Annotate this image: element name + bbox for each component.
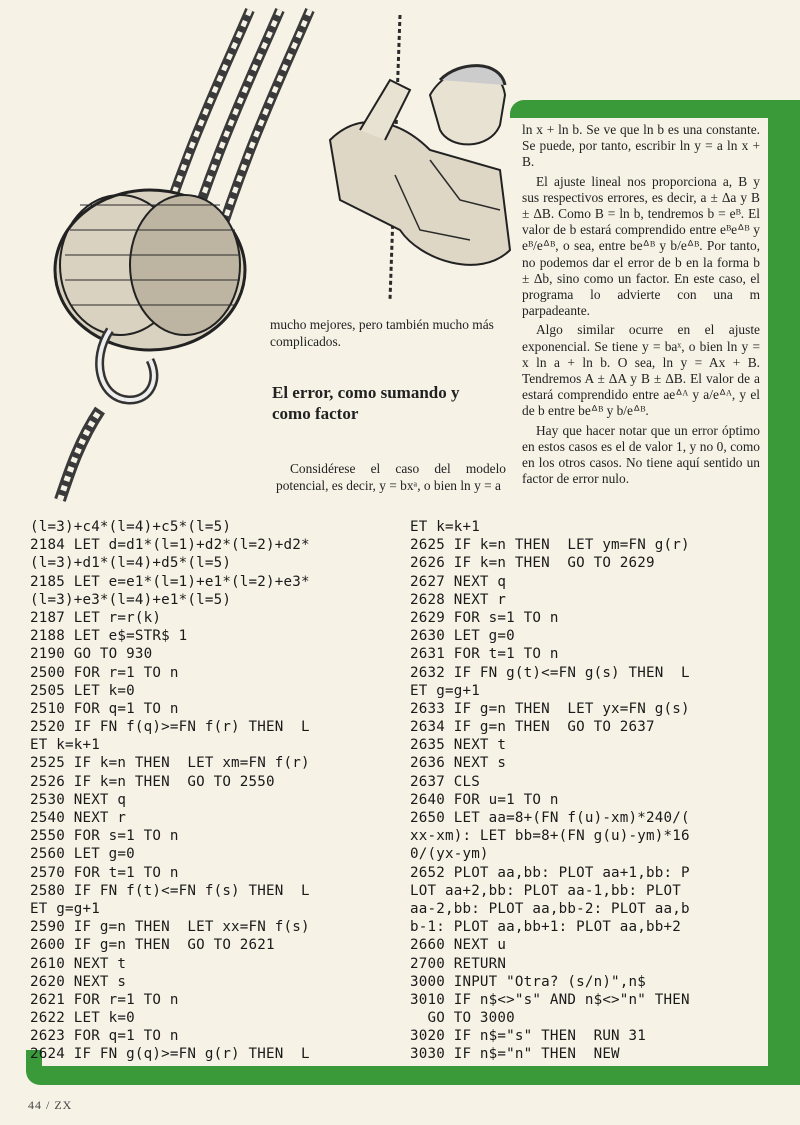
code-line: ET k=k+1 [410, 519, 480, 535]
code-line: 2627 NEXT q [410, 573, 507, 590]
green-frame-right [768, 100, 800, 1085]
code-line: 2640 FOR u=1 TO n [410, 791, 559, 808]
code-line: 2620 NEXT s [30, 973, 127, 990]
code-line: 3020 IF n$="s" THEN RUN 31 [410, 1028, 647, 1045]
code-line: 3030 IF n$="n" THEN NEW [410, 1046, 620, 1063]
code-line: 2190 GO TO 930 [30, 646, 153, 663]
code-line: 2184 LET d=d1*(l=1)+d2*(l=2)+d2* [30, 537, 310, 554]
code-line: 2622 LET k=0 [30, 1010, 135, 1027]
code-line: 2550 FOR s=1 TO n [30, 828, 179, 845]
code-line: 2188 LET e$=STR$ 1 [30, 628, 188, 645]
code-line: GO TO 3000 [410, 1010, 515, 1027]
code-line: 2600 IF g=n THEN GO TO 2621 [30, 937, 275, 954]
section-heading: El error, como sumando y como factor [272, 383, 460, 423]
page-footer: 44 / ZX [28, 1098, 73, 1112]
code-line: 2560 LET g=0 [30, 846, 135, 863]
code-line: 2629 FOR s=1 TO n [410, 609, 559, 626]
paragraph-4: Hay que hacer notar que un error óptimo en estos casos es el de valor 1, y no 0, como en los otros casos. No tiene aquí sentido un factor de error nulo. [522, 422, 760, 487]
code-line: b-1: PLOT aa,bb+1: PLOT aa,bb+2 [410, 919, 681, 936]
code-line: 3000 INPUT "Otra? (s/n)",n$ [410, 973, 647, 990]
code-line: 2637 CLS [410, 773, 480, 790]
code-line: 2185 LET e=e1*(l=1)+e1*(l=2)+e3* [30, 573, 310, 590]
paragraph-1: ln x + ln b. Se ve que ln b es una constante. Se puede, por tanto, escribir ln y = a ln x + B. [522, 122, 760, 170]
code-line: aa-2,bb: PLOT aa,bb-2: PLOT aa,b [410, 900, 690, 917]
code-line: 2510 FOR q=1 TO n [30, 700, 179, 717]
code-line: 2630 LET g=0 [410, 628, 515, 645]
code-line: 2540 NEXT r [30, 810, 127, 826]
code-line: 2631 FOR t=1 TO n [410, 646, 559, 663]
code-line: 2636 NEXT s [410, 755, 507, 772]
code-line: 2634 IF g=n THEN GO TO 2637 [410, 719, 655, 736]
code-line: 2623 FOR q=1 TO n [30, 1028, 179, 1045]
code-line: 2590 IF g=n THEN LET xx=FN f(s) [30, 919, 310, 936]
code-line: 2520 IF FN f(q)>=FN f(r) THEN L [30, 719, 310, 736]
left-continuation-text: mucho mejores, pero también mucho más complicados. [270, 317, 494, 349]
code-line: 3010 IF n$<>"s" AND n$<>"n" THEN [410, 991, 690, 1008]
code-line: 2624 IF FN g(q)>=FN g(r) THEN L [30, 1046, 310, 1063]
code-line: 2525 IF k=n THEN LET xm=FN f(r) [30, 755, 310, 772]
paragraph-3: Algo similar ocurre en el ajuste exponencial. Se tiene y = baˣ, o bien ln y = x ln a + ln b. O sea, ln y = Ax + B. Tendremos A ± ΔA y B ± ΔB. El valor de a estará comprendido entre aeᐞᴬ y a/eᐞᴬ, y el de b entre beᐞᴮ y b/eᐞᴮ. [522, 322, 760, 419]
code-line: 2626 IF k=n THEN GO TO 2629 [410, 555, 655, 572]
code-line: 2660 NEXT u [410, 937, 507, 954]
code-line: 2580 IF FN f(t)<=FN f(s) THEN L [30, 882, 310, 899]
code-line: 2700 RETURN [410, 955, 507, 972]
code-line: 2652 PLOT aa,bb: PLOT aa+1,bb: P [410, 864, 690, 881]
sailor-pulley-illustration [0, 0, 520, 520]
code-line: 2632 IF FN g(t)<=FN g(s) THEN L [410, 664, 690, 681]
code-line: 2635 NEXT t [410, 737, 507, 754]
code-line: 2526 IF k=n THEN GO TO 2550 [30, 773, 275, 790]
code-line: LOT aa+2,bb: PLOT aa-1,bb: PLOT [410, 882, 681, 899]
code-line: ET k=k+1 [30, 737, 100, 754]
code-line: (l=3)+c4*(l=4)+c5*(l=5) [30, 519, 232, 535]
code-line: (l=3)+d1*(l=4)+d5*(l=5) [30, 555, 232, 572]
code-line: 2500 FOR r=1 TO n [30, 664, 179, 681]
basic-listing-right [410, 518, 690, 1064]
code-line: 2633 IF g=n THEN LET yx=FN g(s) [410, 700, 690, 717]
code-line: 2621 FOR r=1 TO n [30, 991, 179, 1008]
code-line: 2505 LET k=0 [30, 682, 135, 699]
code-line: ET g=g+1 [30, 900, 100, 917]
code-line: 2610 NEXT t [30, 955, 127, 972]
code-line: 2570 FOR t=1 TO n [30, 864, 179, 881]
basic-listing-left [30, 518, 310, 1064]
code-line: 0/(yx-ym) [410, 846, 489, 863]
left-body-text: Considérese el caso del modelo potencial, es decir, y = bxᵃ, o bien ln y = a [276, 461, 506, 493]
code-line: ET g=g+1 [410, 682, 480, 699]
code-line: 2625 IF k=n THEN LET ym=FN g(r) [410, 537, 690, 554]
right-text-column [522, 122, 760, 490]
green-frame-bottom [26, 1066, 800, 1085]
code-line: 2187 LET r=r(k) [30, 609, 162, 626]
code-line: 2650 LET aa=8+(FN f(u)-xm)*240/( [410, 810, 690, 826]
green-frame-top [510, 100, 800, 118]
code-line: (l=3)+e3*(l=4)+e1*(l=5) [30, 591, 232, 608]
code-line: 2530 NEXT q [30, 791, 127, 808]
code-line: 2628 NEXT r [410, 591, 507, 608]
code-line: xx-xm): LET bb=8+(FN g(u)-ym)*16 [410, 828, 690, 845]
paragraph-2: El ajuste lineal nos proporciona a, B y sus respectivos errores, es decir, a ± Δa y B ± ΔB. Como B = ln b, tendremos b = eᴮ. El valor de b estará comprendido entre eᴮeᐞᴮ y eᴮ/eᐞᴮ, o sea, entre beᐞᴮ y b/eᐞᴮ. Por tanto, no podemos dar el error de b en la forma b ± Δb, sino como un factor. En este caso, el programa lo advierte con una m parpadeante. [522, 173, 760, 319]
